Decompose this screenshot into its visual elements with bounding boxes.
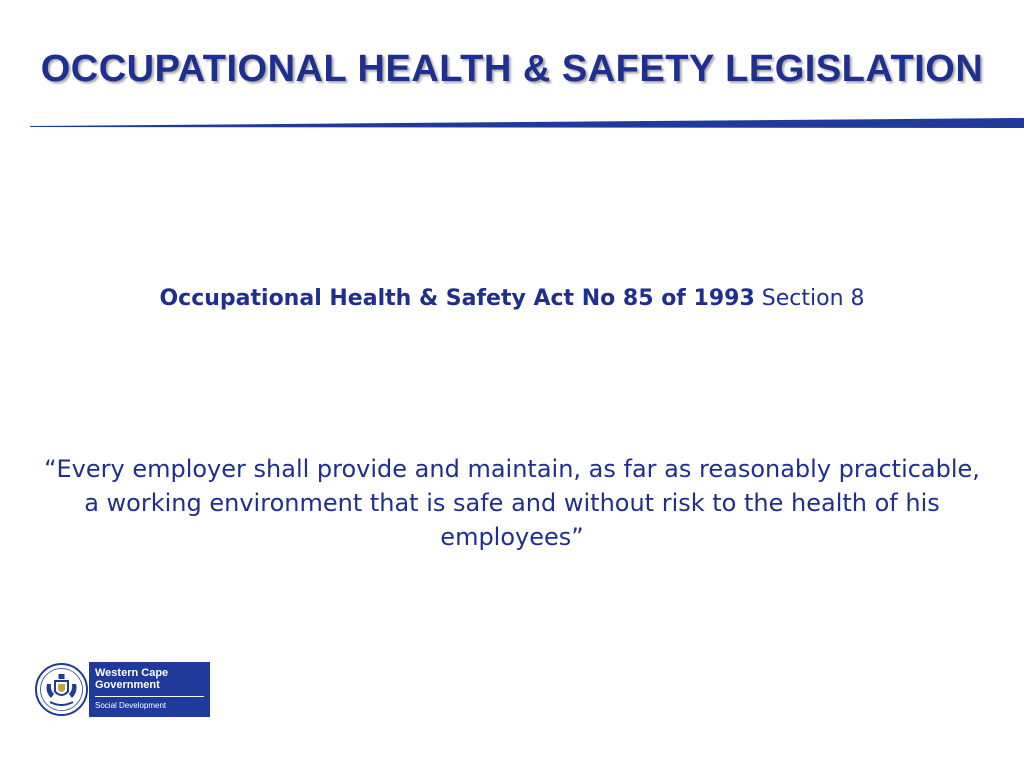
coat-of-arms-icon — [34, 662, 89, 717]
logo-department: Social Development — [95, 701, 167, 710]
act-name: Occupational Health & Safety Act No 85 of 1993 — [159, 286, 755, 311]
slide-title: OCCUPATIONAL HEALTH & SAFETY LEGISLATION — [40, 48, 984, 90]
title-underline-rule — [0, 110, 1024, 130]
legislation-quote: “Every employer shall provide and maintain, as far as reasonably practicable, a working environment that is safe and without risk to the health of his employees” — [44, 455, 980, 551]
logo-name-line2: Government — [95, 679, 160, 691]
act-reference — [0, 286, 1024, 311]
logo-name-line1: Western Cape — [95, 667, 169, 679]
logo-text-box — [89, 662, 210, 717]
western-cape-government-logo — [34, 662, 210, 717]
act-section: Section 8 — [761, 286, 865, 311]
logo-divider — [95, 696, 204, 697]
